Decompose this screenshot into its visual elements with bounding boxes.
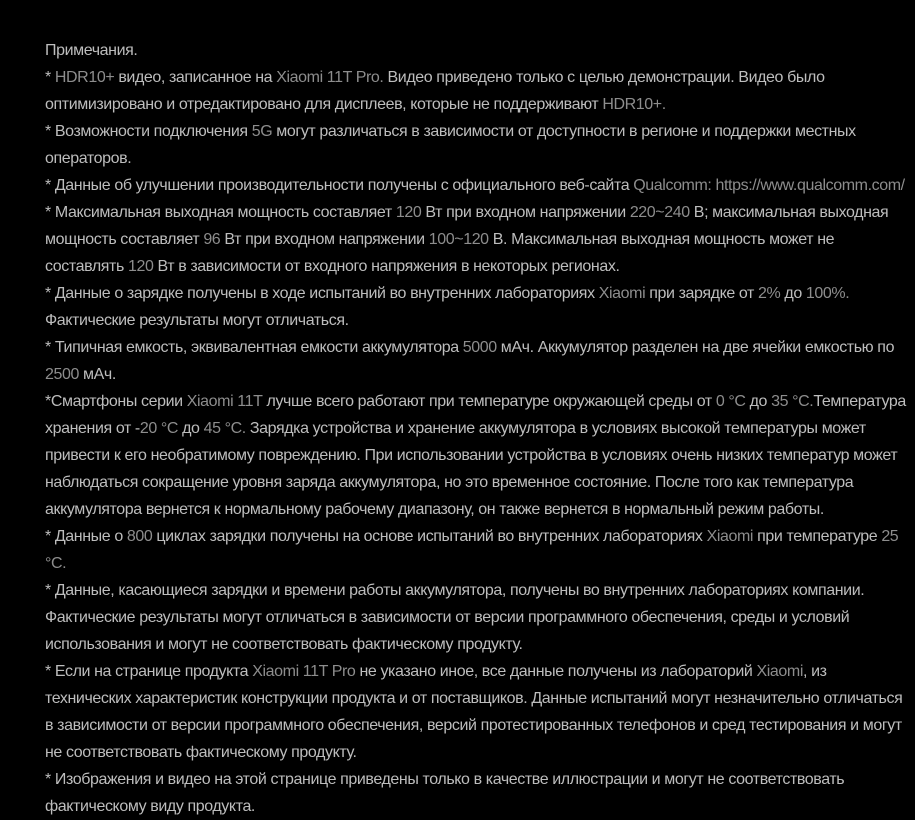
note-paragraph: * Если на странице продукта Xiaomi 11T Pro не указано иное, все данные получены из лабораторий Xiaomi, из технических характеристик конструкции продукта и от поставщиков. Данные испытаний могут незначительно отличаться в зависимости от версии программного обеспечения, версий протестированных телефонов и сред тестирования и могут не соответствовать фактическому продукту.	[45, 663, 903, 761]
note-paragraph: * Данные об улучшении производительности получены с официального веб-сайта Qualcomm: https://www.qualcomm.com/	[45, 177, 905, 194]
latin-text: 120	[395, 204, 422, 221]
note-paragraph: * Данные о 800 циклах зарядки получены на основе испытаний во внутренних лабораториях Xiaomi при температуре 25 °C.	[45, 528, 899, 572]
latin-text: 2500	[45, 366, 79, 383]
latin-text: Xiaomi	[598, 285, 646, 302]
note-paragraph: * Возможности подключения 5G могут различаться в зависимости от доступности в регионе и поддержки местных операторов.	[45, 123, 856, 167]
latin-text: 0 °C	[715, 393, 746, 410]
latin-text: 35 °C.	[771, 393, 814, 410]
note-paragraph: * HDR10+ видео, записанное на Xiaomi 11T Pro. Видео приведено только с целью демонстрации. Видео было оптимизировано и отредактировано для дисплеев, которые не поддерживают HDR10+.	[45, 69, 825, 113]
latin-text: 100~120	[428, 231, 489, 248]
product-notes-section	[45, 37, 907, 820]
latin-text: 96	[203, 231, 221, 248]
note-paragraph: * Максимальная выходная мощность составляет 120 Вт при входном напряжении 220~240 В; максимальная выходная мощность составляет 96 Вт при входном напряжении 100~120 В. Максимальная выходная мощность может не составлять 120 Вт в зависимости от входного напряжения в некоторых регионах.	[45, 204, 889, 275]
latin-text: Xiaomi 11T Pro.	[276, 69, 384, 86]
latin-text: 220~240	[629, 204, 690, 221]
latin-text: 100%.	[805, 285, 850, 302]
latin-text: 2%	[758, 285, 781, 302]
note-paragraph: * Данные, касающиеся зарядки и времени работы аккумулятора, получены во внутренних лабораториях компании. Фактические результаты могут отличаться в зависимости от версии программного обеспечения, среды и условий использования и могут не соответствовать фактическому продукту.	[45, 582, 865, 653]
latin-text: Xiaomi	[756, 663, 804, 680]
note-paragraph: *Смартфоны серии Xiaomi 11T лучше всего работают при температуре окружающей среды от 0 °C до 35 °C.Температура хранения от -20 °C до 45 °C. Зарядка устройства и хранение аккумулятора в условиях высокой температуры может привести к его необратимому повреждению. При использовании устройства в условиях очень низких температур может наблюдаться сокращение уровня заряда аккумулятора, но это временное состояние. После того как температура аккумулятора вернется к нормальному рабочему диапазону, он также вернется в нормальный режим работы.	[45, 393, 906, 518]
latin-text: Xiaomi	[706, 528, 754, 545]
latin-text: 120	[127, 258, 154, 275]
latin-text: HDR10+.	[602, 96, 666, 113]
latin-text: Xiaomi 11T	[186, 393, 263, 410]
note-paragraph: * Данные о зарядке получены в ходе испытаний во внутренних лабораториях Xiaomi при зарядке от 2% до 100%. Фактические результаты могут отличаться.	[45, 285, 850, 329]
latin-text: Qualcomm: https://www.qualcomm.com/	[633, 177, 905, 194]
notes-list	[45, 64, 907, 820]
latin-text: HDR10+	[54, 69, 115, 86]
note-paragraph: * Изображения и видео на этой странице приведены только в качестве иллюстрации и могут не соответствовать фактическому виду продукта.	[45, 771, 845, 815]
latin-text: 5000	[462, 339, 497, 356]
latin-text: 45 °C.	[203, 420, 246, 437]
note-paragraph: * Типичная емкость, эквивалентная емкости аккумулятора 5000 мАч. Аккумулятор разделен на две ячейки емкостью по 2500 мАч.	[45, 339, 895, 383]
latin-text: Xiaomi 11T Pro	[252, 663, 356, 680]
latin-text: 800	[126, 528, 153, 545]
latin-text: 25 °C.	[45, 528, 899, 572]
notes-title: Примечания.	[45, 42, 138, 59]
latin-text: 20 °C	[139, 420, 179, 437]
latin-text: 5G	[251, 123, 273, 140]
